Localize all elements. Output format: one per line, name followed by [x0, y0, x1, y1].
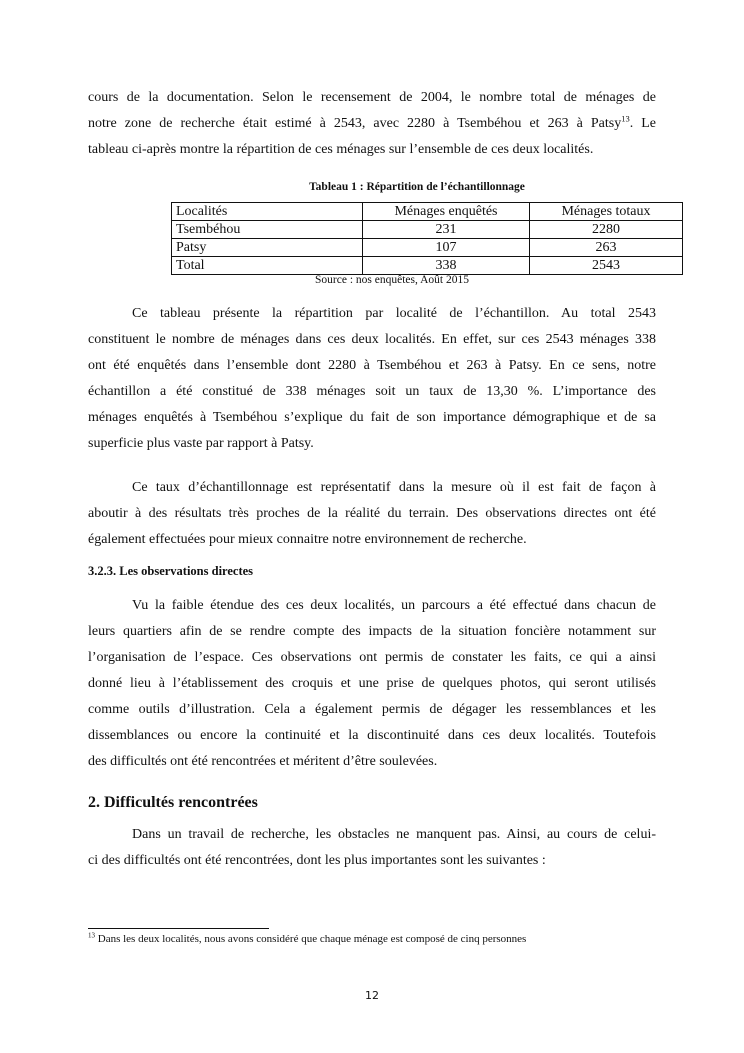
table-header-cell: Ménages totaux	[530, 203, 683, 221]
table-row	[172, 239, 683, 257]
text-line: ont été enquêtés dans l’ensemble dont 2280 à Tsembéhou et 263 à Patsy. En ce sens, notre	[88, 358, 656, 373]
table-header-cell: Localités	[172, 203, 363, 221]
table-source: Source : nos enquêtes, Août 2015	[315, 274, 469, 286]
table-header-row	[172, 203, 683, 221]
footnote-divider	[88, 928, 269, 929]
table-cell: 2543	[530, 257, 683, 275]
table-cell: Patsy	[172, 239, 363, 257]
table-cell: 338	[363, 257, 530, 275]
sampling-table	[171, 202, 683, 275]
text-line	[88, 111, 656, 137]
text-line: donné lieu à l’établissement des croquis et une prise de quelques photos, qui seront utilisés	[88, 676, 656, 691]
table-cell: Total	[172, 257, 363, 275]
table-cell: 2280	[530, 221, 683, 239]
text-line: également effectuées pour mieux connaitre notre environnement de recherche.	[88, 532, 527, 547]
table-header-cell: Ménages enquêtés	[363, 203, 530, 221]
text-line: échantillon a été constitué de 338 ménages soit un taux de 13,30 %. L’importance des	[88, 384, 656, 399]
section-subheading: 3.2.3. Les observations directes	[88, 564, 254, 578]
text-line: ménages enquêtés à Tsembéhou s’explique du fait de son importance démographique et de sa	[88, 410, 656, 425]
paragraph-intro	[88, 85, 656, 163]
text-line: superficie plus vaste par rapport à Patsy.	[88, 436, 314, 451]
text-line: Ce tableau présente la répartition par localité de l’échantillon. Au total 2543	[132, 306, 656, 321]
text-line: l’organisation de l’espace. Ces observations ont permis de constater les faits, ce qui a ainsi	[88, 650, 656, 665]
text-line: tableau ci-après montre la répartition de ces ménages sur l’ensemble de ces deux localités.	[88, 142, 594, 157]
text-line: ci des difficultés ont été rencontrées, dont les plus importantes sont les suivantes :	[88, 853, 546, 868]
paragraph-difficulties	[88, 822, 656, 874]
text-line: Dans un travail de recherche, les obstacles ne manquent pas. Ainsi, au cours de celui-	[132, 827, 656, 842]
text-line: des difficultés ont été rencontrées et méritent d’être soulevées.	[88, 754, 438, 769]
text-line: Ce taux d’échantillonnage est représentatif dans la mesure où il est fait de façon à	[132, 480, 656, 495]
paragraph-table-analysis	[88, 301, 656, 457]
page-number: 12	[365, 989, 379, 1002]
text-line-part: . Le	[629, 116, 656, 131]
footnote-text: Dans les deux localités, nous avons considéré que chaque ménage est composé de cinq personnes	[95, 933, 527, 945]
footnote-reference[interactable]: 13	[621, 113, 630, 124]
paragraph-sampling-rate	[88, 475, 656, 553]
table-cell: 263	[530, 239, 683, 257]
footnote-number: 13	[88, 931, 95, 940]
table-cell: 107	[363, 239, 530, 257]
text-line: Vu la faible étendue des ces deux localités, un parcours a été effectué dans chacun de	[132, 598, 656, 613]
table-cell: Tsembéhou	[172, 221, 363, 239]
table-row	[172, 257, 683, 275]
text-line: leurs quartiers afin de se rendre compte des impacts de la situation foncière notamment sur	[88, 624, 656, 639]
text-line: cours de la documentation. Selon le recensement de 2004, le nombre total de ménages de	[88, 90, 656, 105]
text-line: comme outils d’illustration. Cela a également permis de dégager les ressemblances et les	[88, 702, 656, 717]
footnote	[88, 933, 526, 945]
text-line: aboutir à des résultats très proches de la réalité du terrain. Des observations directes ont été	[88, 506, 656, 521]
table-row	[172, 221, 683, 239]
text-line-part: notre zone de recherche était estimé à 2543, avec 2280 à Tsembéhou et 263 à Patsy	[88, 116, 622, 131]
table-cell: 231	[363, 221, 530, 239]
text-line: constituent le nombre de ménages dans ces deux localités. En effet, sur ces 2543 ménages 338	[88, 332, 656, 347]
paragraph-observations	[88, 593, 656, 775]
section-heading: 2. Difficultés rencontrées	[88, 794, 258, 811]
text-line: dissemblances ou encore la continuité et la discontinuité dans ces deux localités. Toutefois	[88, 728, 656, 743]
table-caption: Tableau 1 : Répartition de l’échantillonnage	[309, 181, 525, 193]
